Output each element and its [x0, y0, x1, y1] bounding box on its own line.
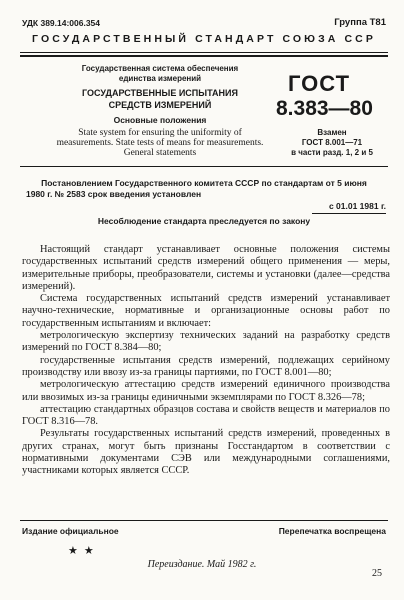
- page-number: 25: [372, 568, 382, 579]
- paragraph-2: Система государственных испытаний средств измерений устанавливает научно-технические, нормативные и организационные основы работ по государственным испытаниям и включает:: [22, 293, 390, 329]
- group-code: Группа Т81: [334, 17, 386, 28]
- paragraph-4: государственные испытания средств измерений, подлежащих серийному производству или ввозу из-за границы партиями, по ГОСТ 8.001—80;: [22, 354, 390, 378]
- footer-rule: [20, 520, 388, 521]
- paragraph-6: аттестацию стандартных образцов состава и свойств веществ и материалов по ГОСТ 8.316—78.: [22, 403, 390, 428]
- english-title-line-1: State system for ensuring the uniformity of: [78, 128, 242, 138]
- paragraph-3: метрологическую экспертизу технических заданий на разработку средств измерений по ГОСТ 8.384—80;: [22, 330, 390, 354]
- title-line-2: СРЕДСТВ ИЗМЕРЕНИЙ: [108, 100, 212, 110]
- system-line-1: Государственная система обеспечения: [81, 64, 239, 73]
- standard-banner: ГОСУДАРСТВЕННЫЙ СТАНДАРТ СОЮЗА ССР: [32, 33, 376, 45]
- reedition-note: Переиздание. Май 1982 г.: [147, 559, 257, 570]
- replaces-scope: в части разд. 1, 2 и 5: [291, 148, 373, 157]
- udk-code: УДК 389.14:006.354: [22, 18, 101, 28]
- body-text: [22, 244, 390, 478]
- english-title-line-2: measurements. State tests of means for measurements.: [56, 138, 264, 148]
- decree-line-2: 1980 г. № 2583 срок введения установлен: [26, 189, 202, 199]
- paragraph-1: Настоящий стандарт устанавливает основные положения системы государственных испытаний средств измерений общего применения — меры, измерительные приборы, преобразователи, системы и установки (далее—средства измерений).: [22, 244, 390, 292]
- decree-rule: [20, 166, 388, 167]
- header-rule: [20, 52, 388, 53]
- reprint-prohibited: Перепечатка воспрещена: [278, 526, 386, 536]
- title-line-1: ГОСУДАРСТВЕННЫЕ ИСПЫТАНИЯ: [82, 88, 238, 98]
- legal-warning: Несоблюдение стандарта преследуется по закону: [97, 216, 311, 226]
- effective-date: с 01.01 1981 г.: [328, 201, 386, 211]
- system-line-2: единства измерений: [118, 74, 202, 83]
- gost-number: 8.383—80: [276, 97, 373, 120]
- effective-date-underline: [312, 213, 386, 214]
- english-title-line-3: General statements: [123, 148, 197, 158]
- star-marks: ★★: [68, 545, 100, 557]
- replaces-value: ГОСТ 8.001—71: [301, 138, 363, 147]
- gost-label: ГОСТ: [288, 71, 351, 96]
- official-edition: Издание официальное: [22, 526, 119, 536]
- decree-line-1: Постановлением Государственного комитета СССР по стандартам от 5 июня: [41, 178, 367, 188]
- paragraph-7: Результаты государственных испытаний средств измерений, проведенных в других странах, могут быть признаны Госстандартом в соответствии с нормативными документами СЭВ или международными соглашениями, участниками которых является СССР.: [22, 428, 390, 477]
- subtitle: Основные положения: [113, 115, 207, 125]
- paragraph-5: метрологическую аттестацию средств измерений единичного производства или ввозимых из-за границы единичными экземплярами по ГОСТ 8.326—78;: [22, 379, 390, 403]
- replaces-label: Взамен: [317, 128, 347, 137]
- header-rule-thick: [20, 55, 388, 57]
